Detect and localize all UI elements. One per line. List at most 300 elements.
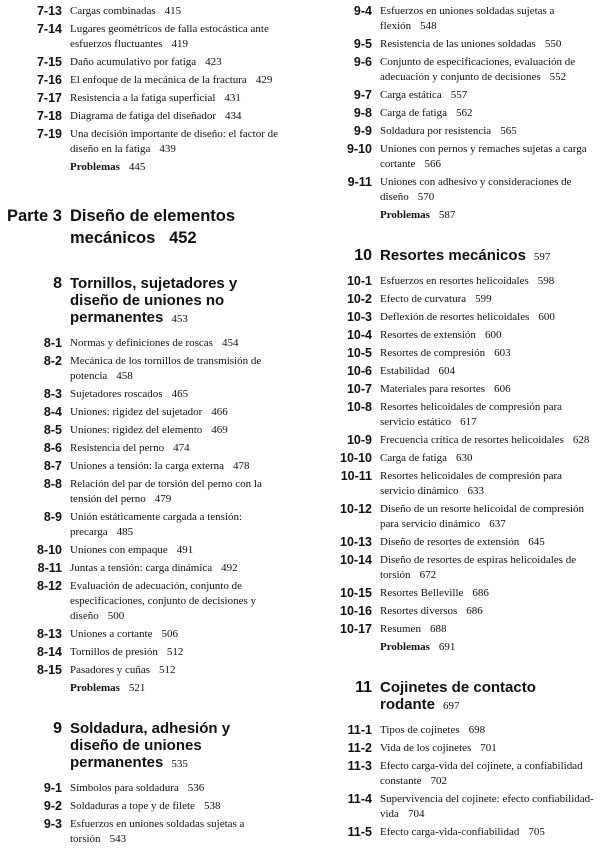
section-title-text: Efecto de curvatura (380, 293, 467, 305)
chapter-heading[interactable] (310, 247, 600, 266)
page-number: 485 (116, 526, 134, 538)
section-number: 8-1 (43, 336, 62, 350)
section-number: 8-13 (36, 627, 62, 641)
toc-entry[interactable] (0, 477, 290, 507)
chapter-title (70, 720, 255, 773)
section-title-text: Uniones a tensión: la carga externa (70, 460, 225, 472)
chapter-number: 11 (355, 679, 372, 696)
toc-entry[interactable] (310, 382, 600, 397)
page-number: 535 (171, 758, 188, 770)
toc-entry[interactable] (310, 310, 600, 325)
section-number: 11-4 (347, 792, 372, 806)
section-title (380, 55, 595, 85)
section-title (380, 741, 595, 756)
toc-entry[interactable] (310, 274, 600, 289)
chapter-number: 8 (53, 275, 62, 292)
toc-entry[interactable] (310, 175, 600, 205)
section-title (70, 799, 285, 814)
toc-entry[interactable] (310, 346, 600, 361)
section-title (70, 543, 285, 558)
toc-entry[interactable] (310, 604, 600, 619)
toc-entry[interactable] (0, 127, 290, 157)
section-title-text: Relación del par de torsión del perno con la tensión del perno (70, 478, 262, 505)
toc-entry[interactable] (310, 469, 600, 499)
section-title (380, 535, 595, 550)
page-number: 445 (128, 161, 146, 173)
toc-entry[interactable] (0, 387, 290, 402)
section-title-text: Normas y definiciones de roscas (70, 337, 213, 349)
section-title-text: Juntas a tensión: carga dinámica (70, 562, 213, 574)
section-title-text: Supervivencia del cojinete: efecto confiabilidad-vida (380, 793, 594, 820)
toc-entry[interactable] (310, 433, 600, 448)
section-number: 9-9 (353, 124, 372, 138)
section-title-text: Daño acumulativo por fatiga (70, 56, 197, 68)
page-number: 704 (407, 808, 425, 820)
page-number: 419 (171, 38, 189, 50)
section-title (70, 561, 285, 576)
section-title-text: Carga de fatiga (380, 107, 447, 119)
problems-entry[interactable] (70, 160, 290, 175)
chapter-title (380, 679, 565, 715)
section-number: 8-12 (36, 579, 62, 593)
section-number: 9-11 (347, 175, 372, 189)
page-number: 603 (494, 347, 511, 359)
section-number: 10-12 (340, 502, 372, 516)
section-title (70, 817, 285, 847)
section-number: 7-17 (36, 91, 62, 105)
section-title-text: Sujetadores roscados (70, 388, 163, 400)
section-title-text: Tornillos de presión (70, 646, 158, 658)
toc-entry[interactable] (0, 579, 290, 624)
section-title-text: Uniones con adhesivo y consideraciones de diseño (380, 176, 572, 203)
section-title (380, 106, 595, 121)
page-number: 697 (443, 700, 460, 712)
chapter-title-text: Tornillos, sujetadores y diseño de uniones no permanentes (70, 275, 238, 326)
page-number: 550 (544, 38, 562, 50)
page-number: 645 (528, 536, 545, 548)
section-title-text: Diagrama de fatiga del diseñador (70, 110, 216, 122)
page-number: 439 (159, 143, 176, 155)
part-title (70, 205, 260, 249)
problems-entry[interactable] (380, 640, 600, 655)
section-title-text: Uniones con pernos y remaches sujetas a carga cortante (380, 143, 587, 170)
section-title (380, 792, 595, 822)
page-number: 453 (171, 313, 188, 325)
section-title-text: Materiales para resortes (380, 383, 486, 395)
page-number: 543 (109, 833, 127, 845)
section-title (70, 55, 285, 70)
section-number: 10-5 (346, 346, 372, 360)
section-title-text: Resortes de extensión (380, 329, 476, 341)
section-title-text: Uniones: rigidez del sujetador (70, 406, 203, 418)
page-number: 415 (164, 5, 182, 17)
section-title (70, 645, 285, 660)
page-number: 604 (438, 365, 455, 377)
page-number: 466 (211, 406, 228, 418)
section-title (70, 459, 285, 474)
toc-entry[interactable] (0, 423, 290, 438)
section-number: 8-4 (43, 405, 62, 419)
toc-entry[interactable] (0, 4, 290, 19)
section-number: 8-14 (36, 645, 62, 659)
section-number: 9-2 (43, 799, 62, 813)
section-title (380, 364, 595, 379)
section-title (70, 336, 285, 351)
section-title-text: Diseño de resortes de extensión (380, 536, 520, 548)
toc-entry[interactable] (310, 55, 600, 85)
problems-entry[interactable] (70, 681, 290, 696)
section-number: 10-4 (346, 328, 372, 342)
section-title (70, 627, 285, 642)
section-title (380, 451, 595, 466)
page-number: 672 (419, 569, 437, 581)
section-title (380, 274, 595, 289)
section-title (380, 433, 595, 448)
section-title-text: Vida de los cojinetes (380, 742, 472, 754)
section-number: 9-5 (353, 37, 372, 51)
section-number: 8-7 (43, 459, 62, 473)
toc-column-left (0, 4, 290, 850)
page-number: 536 (187, 782, 205, 794)
section-number: 10-17 (340, 622, 372, 636)
toc-entry[interactable] (310, 4, 600, 34)
toc-entry[interactable] (0, 561, 290, 576)
chapter-heading[interactable] (0, 720, 290, 773)
section-title (380, 723, 595, 738)
section-number: 8-15 (36, 663, 62, 677)
page-number: 548 (420, 20, 437, 32)
section-number: 8-3 (43, 387, 62, 401)
section-title (380, 382, 595, 397)
section-number: 10-16 (340, 604, 372, 618)
section-number: 9-7 (353, 88, 372, 102)
toc-entry[interactable] (310, 723, 600, 738)
section-number: 11-2 (347, 741, 372, 755)
toc-entry[interactable] (310, 364, 600, 379)
chapter-number: 9 (53, 720, 62, 737)
section-number: 7-14 (36, 22, 62, 36)
section-title (380, 292, 595, 307)
section-title (380, 4, 595, 34)
section-number: 8-9 (43, 510, 62, 524)
page-number: 429 (255, 74, 273, 86)
section-title-text: Efecto carga-vida-confiabilidad (380, 826, 520, 838)
section-title-text: Resumen (380, 623, 421, 635)
section-number: 10-13 (340, 535, 372, 549)
section-title-text: Diseño de resortes de espiras helicoidales de torsión (380, 554, 577, 581)
section-title-text: El enfoque de la mecánica de la fractura (70, 74, 247, 86)
page-number: 686 (466, 605, 483, 617)
toc-entry[interactable] (310, 451, 600, 466)
section-number: 10-9 (346, 433, 372, 447)
toc-entry[interactable] (0, 336, 290, 351)
page-number: 465 (171, 388, 189, 400)
page-number: 698 (468, 724, 486, 736)
section-number: 7-18 (36, 109, 62, 123)
page-number: 452 (169, 229, 197, 247)
page-number: 702 (430, 775, 448, 787)
page-number: 630 (456, 452, 473, 464)
toc-entry[interactable] (310, 88, 600, 103)
page-number: 557 (450, 89, 468, 101)
page-number: 637 (489, 518, 506, 530)
section-title (70, 510, 285, 540)
section-title-text: Efecto carga-vida del cojinete, a confiabilidad constante (380, 760, 583, 787)
section-title (380, 825, 595, 840)
section-title-text: Soldaduras a tope y de filete (70, 800, 195, 812)
section-title (70, 579, 285, 624)
page-number: 701 (480, 742, 497, 754)
section-title-text: Resortes diversos (380, 605, 458, 617)
page-number: 491 (176, 544, 194, 556)
section-number: 8-2 (43, 354, 62, 368)
page-number: 434 (225, 110, 242, 122)
section-number: 10-8 (346, 400, 372, 414)
chapter-title (70, 275, 255, 328)
toc-column-right (310, 4, 600, 843)
toc-entry[interactable] (310, 292, 600, 307)
page-number: 570 (417, 191, 435, 203)
section-number: 11-1 (347, 723, 372, 737)
section-number: 7-15 (36, 55, 62, 69)
toc-entry[interactable] (310, 400, 600, 430)
section-title-text: Conjunto de especificaciones, evaluación de adecuación y conjunto de decisiones (380, 56, 576, 83)
toc-entry[interactable] (310, 825, 600, 840)
chapter-title-text: Resortes mecánicos (380, 247, 526, 264)
toc-entry[interactable] (0, 781, 290, 796)
section-title-text: Mecánica de los tornillos de transmisión de potencia (70, 355, 262, 382)
section-number: 9-4 (353, 4, 372, 18)
section-number: 10-3 (346, 310, 372, 324)
page-number: 431 (224, 92, 241, 104)
section-title-text: Estabilidad (380, 365, 430, 377)
page-number: 633 (467, 485, 485, 497)
section-title (380, 310, 595, 325)
section-title (380, 175, 595, 205)
chapter-title (380, 247, 565, 266)
toc-entry[interactable] (310, 37, 600, 52)
chapter-heading[interactable] (0, 275, 290, 328)
page-number: 479 (154, 493, 172, 505)
section-title (70, 354, 285, 384)
section-title (380, 469, 595, 499)
section-title (70, 663, 285, 678)
section-title-text: Esfuerzos en resortes helicoidales (380, 275, 529, 287)
section-title-text: Cargas combinadas (70, 5, 156, 17)
page-number: 705 (528, 826, 545, 838)
toc-entry[interactable] (310, 553, 600, 583)
toc-entry[interactable] (0, 510, 290, 540)
section-number: 7-16 (36, 73, 62, 87)
chapter-heading[interactable] (310, 679, 600, 715)
section-title-text: Resistencia del perno (70, 442, 165, 454)
section-title (70, 405, 285, 420)
section-title-text: Carga de fatiga (380, 452, 447, 464)
section-number: 10-2 (346, 292, 372, 306)
section-number: 9-6 (353, 55, 372, 69)
toc-entry[interactable] (310, 124, 600, 139)
section-number: 10-10 (340, 451, 372, 465)
section-title-text: Soldadura por resistencia (380, 125, 492, 137)
section-title-text: Una decisión importante de diseño: el factor de diseño en la fatiga (70, 128, 279, 155)
section-title (380, 328, 595, 343)
section-title (70, 91, 285, 106)
section-number: 8-6 (43, 441, 62, 455)
page-number: 686 (472, 587, 489, 599)
section-title (380, 400, 595, 430)
toc-entry[interactable] (310, 106, 600, 121)
section-title-text: Resistencia a la fatiga superficial (70, 92, 216, 104)
section-title (70, 441, 285, 456)
section-number: 10-7 (346, 382, 372, 396)
section-title (380, 759, 595, 789)
section-title (380, 604, 595, 619)
page-number: 691 (438, 641, 456, 653)
page-number: 587 (438, 209, 456, 221)
section-title (380, 502, 595, 532)
problems-label: Problemas (380, 641, 430, 653)
section-title-text: Esfuerzos en uniones soldadas sujetas a flexión (380, 5, 555, 32)
page-number: 565 (500, 125, 517, 137)
section-number: 9-1 (43, 781, 62, 795)
toc-entry[interactable] (310, 792, 600, 822)
page-number: 617 (460, 416, 477, 428)
toc-entry[interactable] (0, 543, 290, 558)
toc-entry[interactable] (310, 142, 600, 172)
section-title-text: Esfuerzos en uniones soldadas sujetas a torsión (70, 818, 245, 845)
section-title-text: Uniones: rigidez del elemento (70, 424, 203, 436)
chapter-title-text: Cojinetes de contacto rodante (380, 679, 536, 713)
section-number: 10-6 (346, 364, 372, 378)
toc-entry[interactable] (310, 535, 600, 550)
section-title-text: Diseño de un resorte helicoidal de compresión para servicio dinámico (380, 503, 585, 530)
section-title (380, 622, 595, 637)
section-title (70, 109, 285, 124)
section-title (380, 124, 595, 139)
section-title-text: Resortes Belleville (380, 587, 464, 599)
part-label: Parte 3 (6, 207, 62, 225)
section-number: 10-1 (346, 274, 372, 288)
page-number: 597 (533, 251, 551, 263)
chapter-title-text: Soldadura, adhesión y diseño de uniones permanentes (70, 720, 231, 771)
toc-entry[interactable] (310, 622, 600, 637)
section-title-text: Frecuencia crítica de resortes helicoidales (380, 434, 564, 446)
toc-entry[interactable] (0, 354, 290, 384)
section-title-text: Uniones a cortante (70, 628, 153, 640)
section-title (380, 88, 595, 103)
page-number: 454 (221, 337, 239, 349)
section-title (70, 423, 285, 438)
toc-entry[interactable] (0, 799, 290, 814)
section-title-text: Uniones con empaque (70, 544, 168, 556)
section-title-text: Lugares geométricos de falla estocástica ante esfuerzos fluctuantes (70, 23, 269, 50)
problems-label: Problemas (380, 209, 430, 221)
section-number: 11-5 (347, 825, 372, 839)
toc-entry[interactable] (0, 441, 290, 456)
page-number: 512 (159, 664, 176, 676)
part-title-text: Diseño de elementos mecánicos (70, 207, 236, 247)
page-number: 423 (205, 56, 222, 68)
toc-entry[interactable] (310, 586, 600, 601)
section-title (70, 127, 285, 157)
toc-entry[interactable] (0, 645, 290, 660)
page-number: 628 (572, 434, 590, 446)
page-number: 606 (494, 383, 511, 395)
part-heading (0, 205, 290, 249)
page-number: 469 (211, 424, 228, 436)
toc-entry[interactable] (0, 55, 290, 70)
page-number: 512 (166, 646, 184, 658)
section-number: 8-8 (43, 477, 62, 491)
toc-entry[interactable] (310, 741, 600, 756)
toc-entry[interactable] (0, 459, 290, 474)
chapter-number: 10 (354, 247, 372, 264)
toc-entry[interactable] (0, 627, 290, 642)
section-title-text: Deflexión de resortes helicoidales (380, 311, 530, 323)
toc-entry[interactable] (310, 759, 600, 789)
page-number: 500 (107, 610, 125, 622)
section-title-text: Tipos de cojinetes (380, 724, 460, 736)
toc-entry[interactable] (0, 405, 290, 420)
page-number: 521 (128, 682, 146, 694)
section-title (70, 387, 285, 402)
toc-entry[interactable] (310, 502, 600, 532)
page-number: 600 (484, 329, 502, 341)
section-title-text: Símbolos para soldadura (70, 782, 179, 794)
page-number: 474 (173, 442, 190, 454)
toc-entry[interactable] (0, 109, 290, 124)
toc-entry[interactable] (0, 817, 290, 847)
section-title-text: Unión estáticamente cargada a tensión: precarga (70, 511, 243, 538)
section-number: 8-5 (43, 423, 62, 437)
section-number: 9-3 (43, 817, 62, 831)
problems-entry[interactable] (380, 208, 600, 223)
section-title-text: Resistencia de las uniones soldadas (380, 38, 536, 50)
page-number: 600 (538, 311, 555, 323)
page-number: 552 (549, 71, 567, 83)
toc-entry[interactable] (310, 328, 600, 343)
toc-entry[interactable] (0, 663, 290, 678)
section-number: 8-11 (37, 561, 62, 575)
toc-entry[interactable] (0, 73, 290, 88)
toc-entry[interactable] (0, 22, 290, 52)
section-title (380, 142, 595, 172)
section-title (70, 22, 285, 52)
section-number: 10-15 (340, 586, 372, 600)
section-title-text: Carga estática (380, 89, 442, 101)
page-number: 492 (221, 562, 238, 574)
section-title (70, 781, 285, 796)
section-title-text: Resortes helicoidales de compresión para servicio estático (380, 401, 563, 428)
page-number: 538 (203, 800, 221, 812)
section-title (380, 37, 595, 52)
section-title-text: Pasadores y cuñas (70, 664, 151, 676)
section-title (70, 73, 285, 88)
toc-entry[interactable] (0, 91, 290, 106)
section-number: 11-3 (347, 759, 372, 773)
page-number: 599 (475, 293, 492, 305)
section-title (380, 553, 595, 583)
section-number: 9-8 (353, 106, 372, 120)
page-number: 688 (429, 623, 447, 635)
page-number: 478 (233, 460, 250, 472)
section-title-text: Resortes helicoidales de compresión para servicio dinámico (380, 470, 563, 497)
problems-label: Problemas (70, 682, 120, 694)
section-title-text: Evaluación de adecuación, conjunto de especificaciones, conjunto de decisiones y diseño (70, 580, 257, 622)
page-number: 458 (116, 370, 133, 382)
section-number: 8-10 (36, 543, 62, 557)
section-number: 9-10 (346, 142, 372, 156)
